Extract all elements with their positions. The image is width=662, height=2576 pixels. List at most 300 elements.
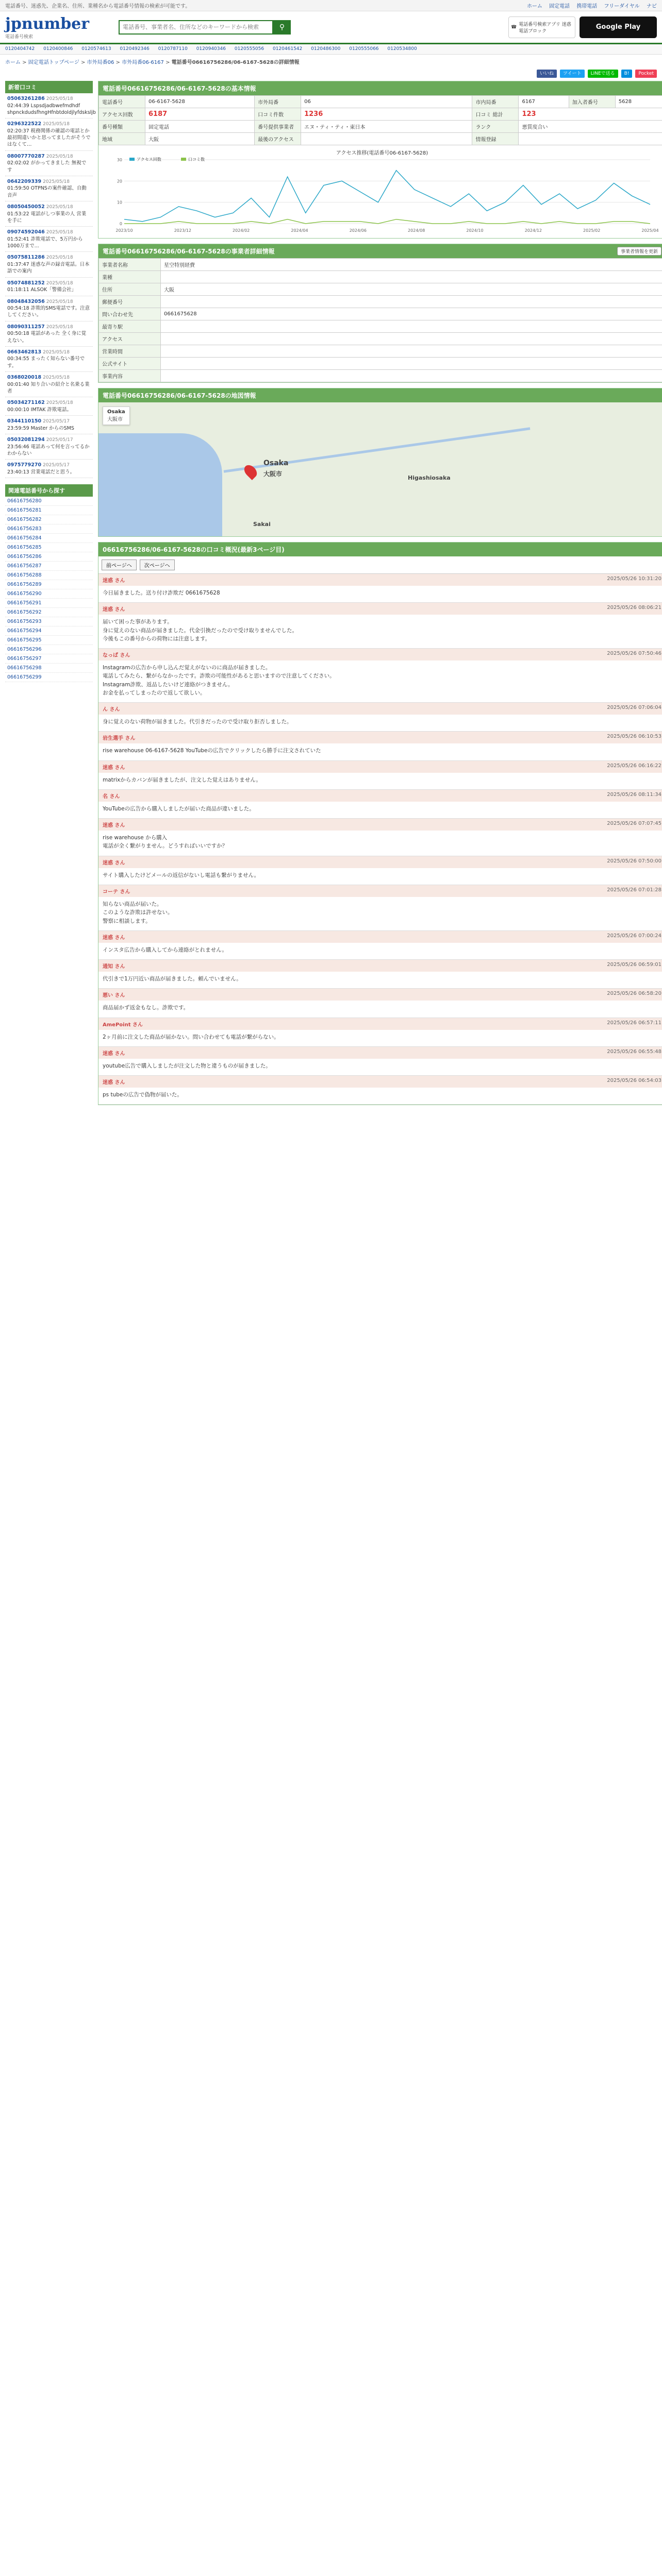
review-number-link[interactable]: 0663462813 [7,349,42,355]
hatena-button[interactable]: B! [621,70,633,78]
recent-number[interactable]: 0120400846 [43,46,73,52]
review-item [98,790,662,819]
review-author: ん さん [103,707,120,713]
search-input[interactable] [119,20,273,35]
list-item [5,176,93,201]
review-time: 2025/05/26 06:55:48 [607,1048,661,1055]
access-chart-svg [104,148,660,236]
related-number-link[interactable]: 06616756286 [5,552,93,562]
review-number-link[interactable]: 0642209339 [7,178,42,184]
review-time: 2025/05/26 06:54:03 [607,1078,661,1084]
review-header [98,790,662,802]
review-number-link[interactable]: 05032081294 [7,437,45,443]
review-time: 2025/05/26 07:07:45 [607,821,661,827]
header [0,11,662,44]
review-list [98,574,662,1105]
review-header [98,603,662,615]
x-tick-label: 2024/12 [524,228,542,233]
review-date: 2025/05/18 [46,255,73,261]
search-icon: ⚲ [279,23,285,31]
business-table [98,258,662,382]
related-number-link[interactable]: 06616756292 [5,608,93,617]
label-carrier: 番号提供事業者 [255,121,301,133]
review-snippet: 01:53:22 電話がしつ事業の人 営業を手に [7,211,87,224]
review-body: 身に覚えのない荷物が届きました。代引きだったので受け取り拒否しました。 [103,719,292,725]
review-snippet: 02:20:37 税務関係の確認の電話とか 最初間違いかと思ってましたがそうではなくて… [7,128,91,148]
app-badges [508,16,657,38]
list-item [5,93,96,118]
review-header [98,856,662,868]
review-time: 2025/05/26 07:50:46 [607,651,661,657]
prev-page-button[interactable]: 前ページへ [102,560,137,570]
update-business-button[interactable]: 事業者情報を更新 [617,247,661,256]
value-registered [519,133,662,145]
recent-number[interactable]: 0120404742 [5,46,35,52]
related-number-link[interactable]: 06616756283 [5,524,93,534]
recent-number[interactable]: 0120940346 [196,46,226,52]
label-area-code: 市外局番 [255,96,301,108]
review-author: 名 さん [103,793,120,800]
related-number-link[interactable]: 06616756288 [5,571,93,580]
list-item [5,321,93,347]
x-tick-label: 2025/02 [583,228,601,233]
map-label-higashiosaka: Higashiosaka [408,474,451,481]
review-snippet: 23:56:46 電話あって何を言ってるかわからない [7,444,90,456]
phone-icon: ☎ [511,24,517,30]
business-label: 郵便番号 [99,296,161,308]
value-carrier: エヌ・ティ・ティ・東日本 [301,121,472,133]
business-value [161,333,662,345]
review-time: 2025/05/26 08:06:21 [607,605,661,611]
list-item [5,227,93,252]
breadcrumb-landline[interactable]: 固定電話トップページ [28,60,79,65]
related-number-link[interactable]: 06616756289 [5,580,93,589]
list-item [5,118,93,150]
review-header [98,574,662,586]
review-time: 2025/05/26 07:00:24 [607,933,661,939]
value-subscriber: 5628 [615,96,662,108]
business-label: アクセス [99,333,161,345]
related-number-link[interactable]: 06616756291 [5,599,93,608]
review-number-link[interactable]: 0296322522 [7,121,42,127]
review-number-link[interactable]: 08007770287 [7,153,45,159]
review-body: matrixからカバンが届きましたが、注文した覚えはありません。 [103,776,261,783]
review-number-link[interactable]: 0368020018 [7,375,42,381]
review-time: 2025/05/26 07:01:28 [607,887,661,893]
x-tick-label: 2024/10 [466,228,484,233]
recent-number[interactable]: 0120486300 [311,46,341,52]
table-row [99,121,662,133]
review-author: 迷惑 さん [103,1080,125,1086]
recent-number[interactable]: 0120555066 [349,46,379,52]
review-item [98,885,662,931]
review-body: インスタ広告から購入してから連絡がとれません。 [103,946,227,953]
review-time: 2025/05/26 06:58:20 [607,991,661,997]
review-date: 2025/05/18 [43,349,70,355]
review-number-link[interactable]: 05075811286 [7,255,45,261]
label-access: アクセス回数 [99,108,145,121]
review-number-link[interactable]: 08048432056 [7,298,45,304]
reviews-title: 06616756286/06-6167-5628の口コミ概況(最新3ページ目) [98,543,662,556]
recent-number[interactable]: 0120492346 [120,46,150,52]
x-tick-label: 2024/04 [291,228,308,233]
related-number-link[interactable]: 06616756290 [5,589,93,599]
label-rank: ランク [472,121,519,133]
list-item [5,460,93,478]
review-number-link[interactable]: 05074881252 [7,280,45,286]
top-note-text: 電話番号、迷惑先、企業名、住所、業種名から電話番号情報の検索が可能です。 [5,4,191,9]
review-header [98,732,662,743]
review-body: 知らない商品が届いた。 このような詐欺は許せない。 警察に相談します。 [103,901,173,924]
series-line-1 [124,219,650,224]
review-snippet: 00:50:18 電話があった 全く身に覚えない。 [7,331,87,344]
business-label: 営業時間 [99,345,161,358]
series-line-0 [124,171,650,222]
list-item [5,372,93,397]
label-registered: 情報登録 [472,133,519,145]
map-label-osaka: Osaka [263,459,289,467]
table-row [99,333,662,345]
recent-number[interactable]: 0120534800 [387,46,417,52]
map-card: Osaka 大阪市 [103,406,130,425]
value-access: 6187 [145,108,255,121]
basic-info-panel [98,81,662,239]
y-tick-label: 10 [117,200,122,205]
business-value [161,345,662,358]
review-snippet: 01:52:41 詐欺電話で、5万円から1000万まで... [7,236,83,249]
review-number-link[interactable]: 08090311257 [7,324,45,330]
related-number-link[interactable]: 06616756299 [5,673,93,682]
table-row [99,358,662,370]
breadcrumb: ホーム > 固定電話トップページ > 市外局番06 > 市外局番06-6167 > 電話番号06616756286/06-6167-5628の詳細情報 [5,60,300,65]
business-label: 公式サイト [99,358,161,370]
app-banner[interactable]: ☎ 電話番号検索アプリ 迷惑電話ブロック [508,16,575,38]
value-phone: 06-6167-5628 [145,96,255,108]
recent-number[interactable]: 0120461542 [272,46,303,52]
business-label: 住所 [99,283,161,296]
review-date: 2025/05/18 [46,324,73,330]
related-number-link[interactable]: 06616756296 [5,645,93,654]
main-content [98,81,662,1110]
review-item [98,1047,662,1076]
table-row [99,345,662,358]
business-label: 問い合わせ先 [99,308,161,320]
business-title: 電話番号06616756286/06-6167-5628の事業者詳細情報 事業者情報を更新 [98,244,662,258]
label-review-total: 口コミ 総計 [472,108,519,121]
x-tick-label: 2024/08 [408,228,425,233]
list-item [5,397,93,416]
y-tick-label: 20 [117,179,122,184]
value-type: 固定電話 [145,121,255,133]
review-time: 2025/05/26 06:59:01 [607,962,661,968]
related-number-link[interactable]: 06616756280 [5,497,93,506]
review-author: 迷惑 さん [103,860,125,866]
related-number-link[interactable]: 06616756284 [5,534,93,543]
review-time: 2025/05/26 07:06:04 [607,705,661,711]
list-item [5,347,93,372]
review-item [98,703,662,732]
map-title: 電話番号06616756286/06-6167-5628の地図情報 [98,388,662,402]
review-header [98,931,662,943]
next-page-button[interactable]: 次ページへ [140,560,175,570]
map[interactable] [98,402,662,536]
review-item [98,732,662,760]
review-time: 2025/05/26 10:31:20 [607,576,661,582]
x-tick-label: 2024/02 [233,228,250,233]
review-number-link[interactable]: 05063261286 [7,96,45,101]
review-number-link[interactable]: 09074592046 [7,229,45,235]
review-item [98,819,662,856]
top-links [522,2,657,9]
related-number-link[interactable]: 06616756293 [5,617,93,626]
review-date: 2025/05/18 [46,154,73,159]
list-item [5,278,93,296]
review-author: 迷惑 さん [103,823,125,829]
label-phone: 電話番号 [99,96,145,108]
list-item [5,151,93,176]
review-header [98,1076,662,1088]
related-number-link[interactable]: 06616756285 [5,543,93,552]
review-header [98,885,662,897]
table-row [99,108,662,121]
review-snippet: 02:02:02 がかってきました 無視です [7,160,87,173]
review-author: AmePoint さん [103,1022,143,1028]
facebook-like-button[interactable]: いいね [537,70,557,78]
google-play-button[interactable]: Google Play [580,16,657,38]
review-item [98,603,662,649]
review-body: rise warehouse 06-6167-5628 YouTubeの広告でクリックしたら勝手に注文されていた [103,748,321,754]
review-date: 2025/05/17 [43,463,70,468]
map-label-sakai: Sakai [253,521,271,528]
review-snippet: 00:34:55 まったく知らない番号です。 [7,356,85,369]
review-date: 2025/05/18 [46,205,73,210]
review-body: 届いて困った事があります。 身に覚えのない商品が届きました。代金引換だったので受け取りませんでした。 今後もこの番号からの荷物には注意します。 [103,619,297,642]
table-row [99,283,662,296]
table-row [99,96,662,108]
business-value [161,271,662,283]
review-item [98,1076,662,1105]
review-number-link[interactable]: 05034271162 [7,400,45,406]
top-link-mobile[interactable]: 携帯電話 [576,4,598,9]
y-tick-label: 0 [119,222,122,226]
review-time: 2025/05/26 07:50:00 [607,858,661,864]
sidebar-title: 新着口コミ [5,81,93,93]
review-body: サイト購入したけどメールの返信がないし電話も繋がりません。 [103,872,260,878]
label-local-code: 市内局番 [472,96,519,108]
table-row [99,271,662,283]
business-value [161,370,662,382]
related-title: 関連電話番号から探す [5,484,93,497]
top-note [0,0,662,11]
legend-label: アクセス回数 [137,157,161,162]
review-number-link[interactable]: 08050450052 [7,204,45,210]
review-header [98,703,662,715]
review-snippet: 01:59:50 OTPNSの案件確認、自動音声 [7,185,87,198]
list-item [5,434,93,460]
legend-swatch [181,158,186,161]
search-bar [119,20,291,35]
related-number-link[interactable]: 06616756295 [5,636,93,645]
review-date: 2025/05/18 [46,280,73,286]
review-snippet: 00:54:18 詐欺的SMS電話です。注意してください。 [7,306,90,318]
review-item [98,761,662,790]
review-author: 迷惑 さん [103,935,125,941]
review-author: なっぱ さん [103,653,130,659]
label-last-access: 最後のアクセス [255,133,301,145]
breadcrumb-home[interactable]: ホーム [5,60,21,65]
review-body: 代引きで1万円近い商品が届きました。頼んでいません。 [103,976,242,982]
review-body: ps tubeの広告で偽物が届いた。 [103,1092,183,1098]
review-date: 2025/05/18 [46,400,73,406]
related-number-link[interactable]: 06616756281 [5,506,93,515]
basic-info-title: 電話番号06616756286/06-6167-5628の基本情報 [98,81,662,95]
review-date: 2025/05/18 [43,375,70,381]
review-body: 今日届きました。送り付け詐欺だ 0661675628 [103,590,220,596]
site-logo[interactable]: jpnumber 電話番号検索 [5,14,90,40]
related-number-link[interactable]: 06616756294 [5,626,93,636]
map-label-osaka-jp: 大阪市 [263,470,283,478]
related-number-link[interactable]: 06616756282 [5,515,93,524]
business-value: 星空特別経費 [161,259,662,271]
review-number-link[interactable]: 0344110150 [7,418,42,425]
review-item [98,1018,662,1047]
line-button[interactable]: LINEで送る [588,70,618,78]
value-local-code: 6167 [519,96,569,108]
review-body: YouTubeの広告から購入しましたが届いた商品が違いました。 [103,805,255,812]
review-author: コーテ さん [103,889,130,895]
review-header [98,761,662,773]
related-number-link[interactable]: 06616756297 [5,654,93,664]
business-value [161,320,662,333]
top-link-home[interactable]: ホーム [526,4,542,9]
recent-number[interactable]: 0120555056 [234,46,264,52]
review-snippet: 01:18:11 ALSOK「警備会社」 [7,287,77,293]
recent-number[interactable]: 0120574613 [81,46,111,52]
review-author: 迷惑 さん [103,765,125,771]
recent-number[interactable]: 0120787110 [158,46,188,52]
business-label: 事業内容 [99,370,161,382]
recent-numbers [0,44,662,55]
list-item [5,201,93,227]
map-panel [98,388,662,537]
review-snippet: 01:37:47 迷惑な声の録音電話。日本語での案内 [7,262,90,275]
list-item [5,252,93,277]
legend-swatch [129,158,135,161]
review-time: 2025/05/26 06:57:11 [607,1020,661,1026]
value-rank: 悪質度合い [519,121,662,133]
business-label: 事業者名称 [99,259,161,271]
review-author: 迷惑 さん [103,578,125,584]
y-tick-label: 30 [117,158,122,162]
review-author: 通知 さん [103,964,125,970]
review-date: 2025/05/18 [46,230,73,235]
related-number-link[interactable]: 06616756287 [5,562,93,571]
review-number-link[interactable]: 0975779270 [7,462,42,468]
review-date: 2025/05/17 [43,419,70,425]
review-item [98,649,662,703]
review-snippet: 00:01:40 知り合いの紹介と名乗る業者 [7,381,90,394]
review-item [98,856,662,885]
sidebar [5,81,96,1110]
breadcrumb-area-6167[interactable]: 市外局番06-6167 [122,60,164,65]
related-list [5,497,93,682]
access-chart [98,145,662,238]
review-date: 2025/05/18 [46,96,73,101]
top-link-navi[interactable]: ナビ [647,4,657,9]
top-link-freedial[interactable]: フリーダイヤル [604,4,640,9]
tweet-button[interactable]: ツイート [560,70,585,78]
search-button[interactable] [273,20,291,35]
business-value [161,358,662,370]
review-date: 2025/05/18 [43,179,70,184]
review-snippet: 02:44:39 Lspsdjadbwefmdhdf shpnckdudsfhngHfnbtdoldjlyfdsksljb [7,103,96,115]
review-date: 2025/05/17 [46,437,73,443]
breadcrumb-area-06[interactable]: 市外局番06 [87,60,114,65]
review-snippet: 23:59:59 Master からのSMS [7,425,74,431]
review-date: 2025/05/18 [43,122,70,127]
review-author: 迷惑 さん [103,607,125,613]
label-region: 地域 [99,133,145,145]
value-review-total: 123 [519,108,662,121]
value-last-access [301,133,472,145]
basic-info-table [98,95,662,145]
related-numbers [5,484,93,682]
label-type: 番号種類 [99,121,145,133]
x-tick-label: 2024/06 [349,228,367,233]
top-link-landline[interactable]: 固定電話 [549,4,570,9]
business-value: 大阪 [161,283,662,296]
review-snippet: 23:40:13 営業電話だと思う。 [7,469,75,475]
label-review-count: 口コミ件数 [255,108,301,121]
review-body: 商品届かず返金もなし。詐欺です。 [103,1005,189,1011]
review-header [98,1018,662,1030]
review-pager [98,556,662,574]
value-review-count: 1236 [301,108,472,121]
review-item [98,989,662,1018]
review-item [98,574,662,603]
breadcrumb-current: 電話番号06616756286/06-6167-5628の詳細情報 [171,60,300,65]
reviews-panel [98,542,662,1105]
related-number-link[interactable]: 06616756298 [5,664,93,673]
business-value [161,296,662,308]
review-author: 岩生選手 さん [103,736,136,742]
review-time: 2025/05/26 08:11:34 [607,791,661,798]
value-area-code: 06 [301,96,472,108]
review-author: 悪い さん [103,993,125,999]
review-time: 2025/05/26 06:16:22 [607,762,661,769]
table-row [99,320,662,333]
review-header [98,649,662,660]
table-row [99,308,662,320]
list-item [5,416,93,434]
review-body: 2ヶ月前に注文した商品が届かない。問い合わせても電話が繋がらない。 [103,1033,279,1040]
review-author: 迷惑 さん [103,1050,125,1057]
business-label: 最寄り駅 [99,320,161,333]
table-row [99,370,662,382]
layout [0,81,662,1110]
business-panel [98,244,662,383]
review-snippet: 00:00:10 IMTAK 詐欺電話。 [7,406,72,413]
pocket-button[interactable]: Pocket [635,70,657,78]
table-row [99,296,662,308]
x-tick-label: 2023/10 [115,228,133,233]
review-body: Instagramの広告から申し込んだ覚えがないのに商品が届きました。 電話してみたら、繋がらなかったです。詐欺の可能性があると思いますので注意してください。 Instagram詐欺、返品したいけど連絡がつきません。 お金を払ってしまったので返して欲しい。 [103,665,335,696]
review-header [98,1047,662,1059]
business-value: 0661675628 [161,308,662,320]
review-header [98,819,662,831]
review-item [98,931,662,960]
review-item [98,960,662,989]
